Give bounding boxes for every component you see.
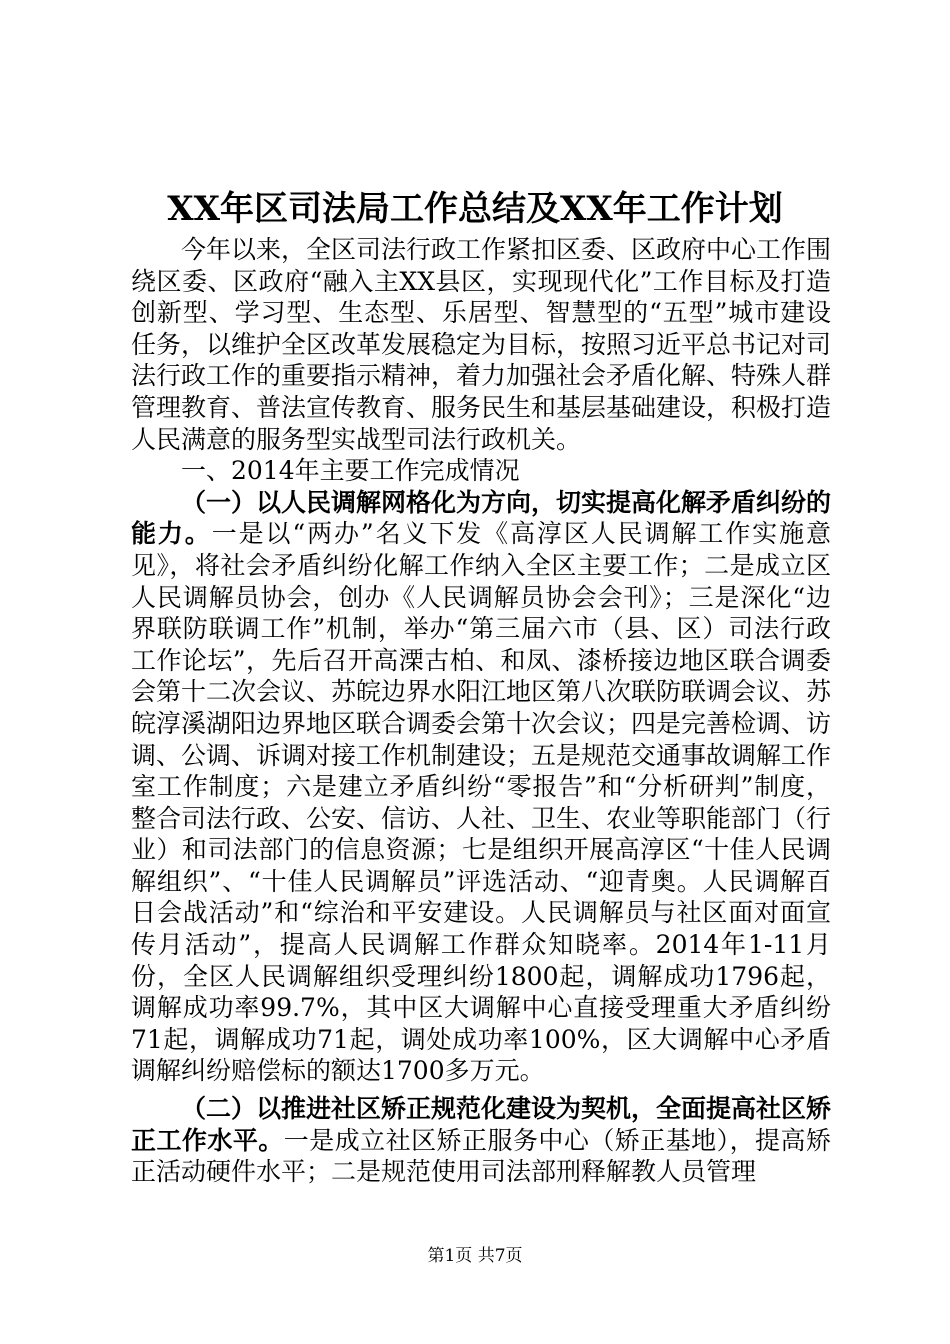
item2-paragraph xyxy=(131,1093,831,1188)
intro-paragraph: 今年以来，全区司法行政工作紧扣区委、区政府中心工作围绕区委、区政府“融入主XX县区，实现现代化”工作目标及打造创新型、学习型、生态型、乐居型、智慧型的“五型”城市建设任务，以维护全区改革发展稳定为目标，按照习近平总书记对司法行政工作的重要指示精神，着力加强社会矛盾化解、特殊人群管理教育、普法宣传教育、服务民生和基层基础建设，积极打造人民满意的服务型实战型司法行政机关。 xyxy=(131,235,832,454)
section-heading-text: 一、2014年主要工作完成情况 xyxy=(181,456,520,486)
document-title: XX年区司法局工作总结及XX年工作计划 xyxy=(167,189,783,229)
page-number: 第1页 共7页 xyxy=(427,1246,523,1266)
item1-paragraph xyxy=(131,487,831,1087)
item1-text: 一是以“两办”名义下发《高淳区人民调解工作实施意见》，将社会矛盾纠纷化解工作纳入全区主要工作；二是成立区人民调解员协会，创办《人民调解员协会会刊》；三是深化“边界联防联调工作”机制，举办“第三届六市（县、区）司法行政工作论坛”，先后召开高溧古柏、和凤、漆桥接边地区联合调委会第十二次会议、苏皖边界水阳江地区第八次联防联调会议、苏皖淳溪湖阳边界地区联合调委会第十次会议；四是完善检调、访调、公调、诉调对接工作机制建设；五是规范交通事故调解工作室工作制度；六是建立矛盾纠纷“零报告”和“分析研判”制度，整合司法行政、公安、信访、人社、卫生、农业等职能部门（行业）和司法部门的信息资源；七是组织开展高淳区“十佳人民调解组织”、“十佳人民调解员”评选活动、“迎青奥。人民调解百日会战活动”和“综治和平安建设。人民调解员与社区面对面宣传月活动”，提高人民调解工作群众知晓率。2014年1-11月份，全区人民调解组织受理纠纷1800起，调解成功1796起，调解成功率99.7%，其中区大调解中心直接受理重大矛盾纠纷71起，调解成功71起，调处成功率100%，区大调解中心矛盾调解纠纷赔偿标的额达1700多万元。 xyxy=(131,519,832,1086)
item2-lead: （二）以推进社区矫正规范化建设为契机，全面提高社区矫正工作水平。 xyxy=(131,1094,832,1155)
document-body xyxy=(131,234,831,1188)
section-heading xyxy=(131,455,831,487)
item2-text: 一是成立社区矫正服务中心（矫正基地），提高矫正活动硬件水平；二是规范使用司法部刑释解教人员管理 xyxy=(131,1125,831,1187)
item1-lead: （一）以人民调解网格化为方向，切实提高化解矛盾纠纷的能力。 xyxy=(131,487,832,549)
